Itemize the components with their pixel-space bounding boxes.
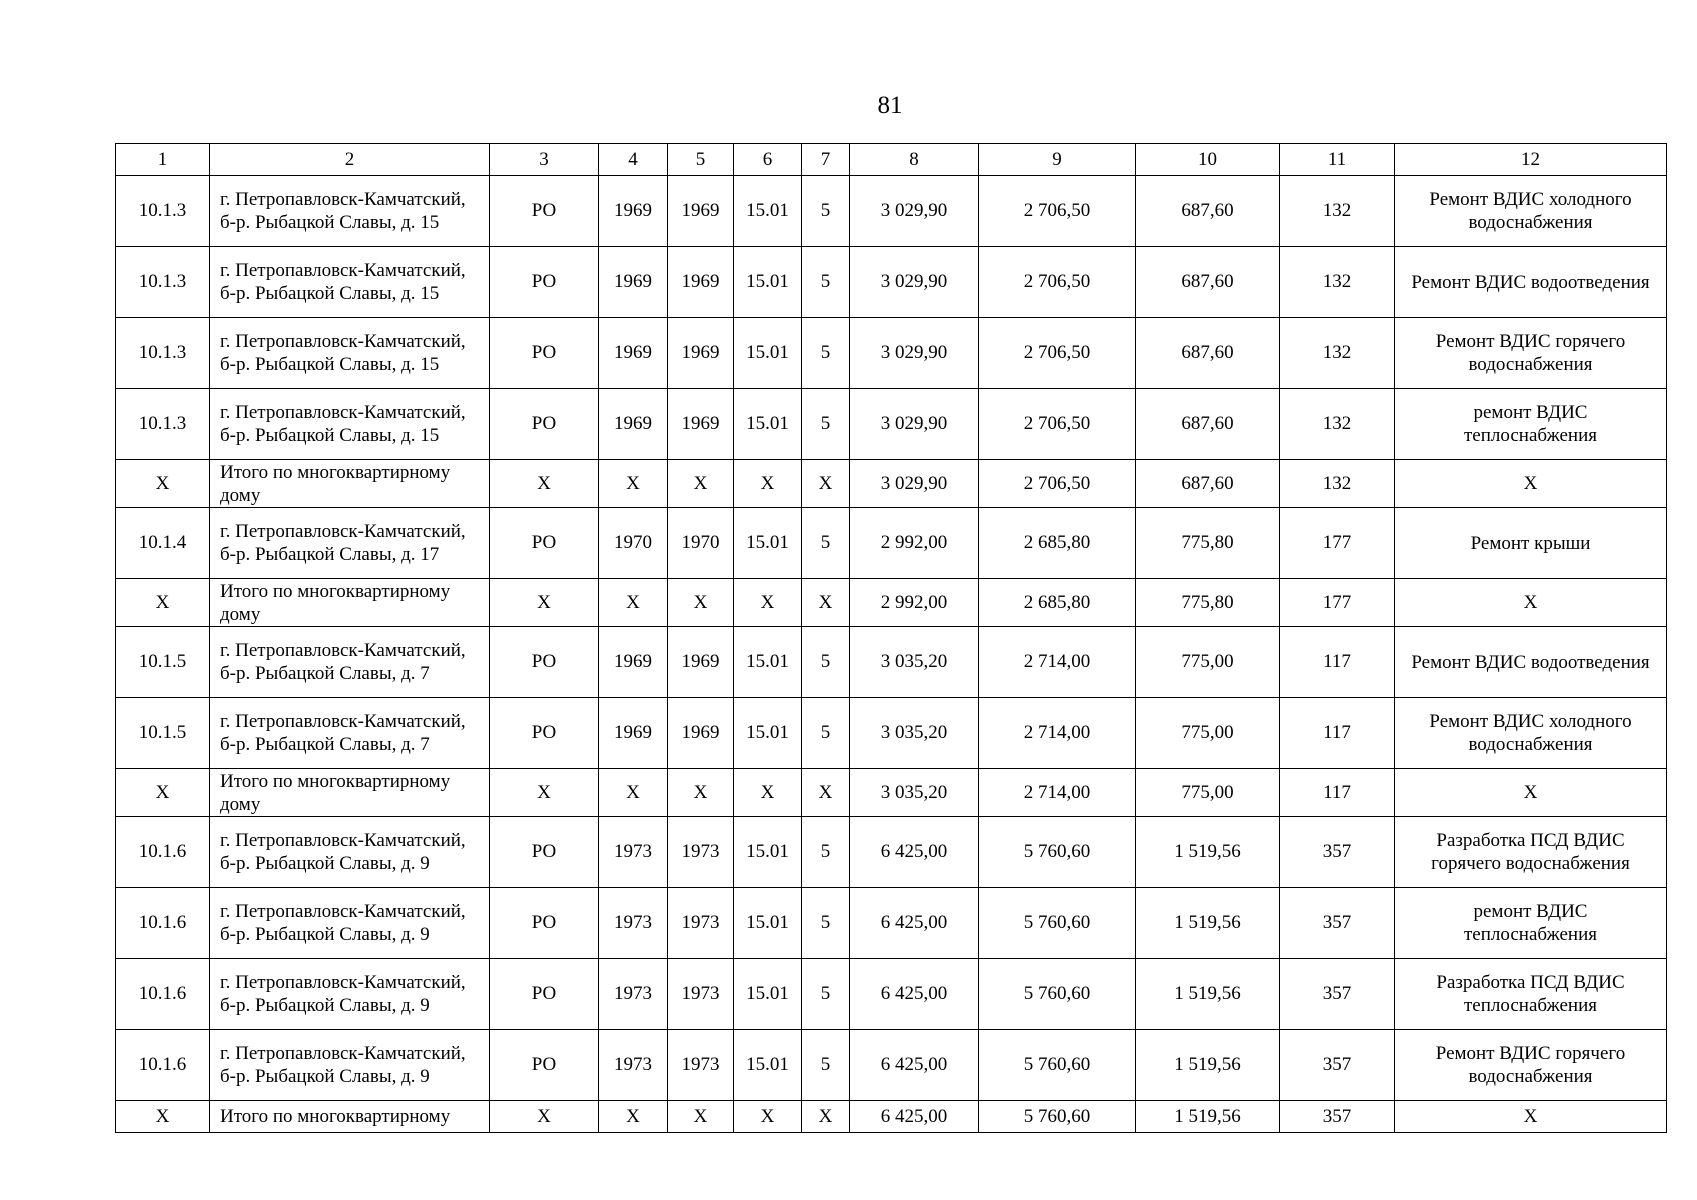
- cell-col-work-type: Х: [1395, 769, 1667, 817]
- table-row: [116, 247, 1667, 318]
- cell-col-residents: 357: [1280, 959, 1395, 1030]
- cell-col-year-built: 1969: [599, 247, 668, 318]
- cell-col-code: Х: [734, 769, 802, 817]
- cell-col-number: 10.1.3: [116, 389, 210, 460]
- cell-col-total-area: 3 029,90: [850, 176, 979, 247]
- cell-col-type: РО: [490, 1030, 599, 1101]
- cell-col-number: 10.1.3: [116, 247, 210, 318]
- cell-col-year-built: 1973: [599, 1030, 668, 1101]
- cell-col-residents: 177: [1280, 508, 1395, 579]
- cell-col-number: 10.1.3: [116, 318, 210, 389]
- cell-col-work-type: Х: [1395, 460, 1667, 508]
- cell-col-living-area: 2 714,00: [979, 698, 1136, 769]
- cell-col-work-type: Ремонт ВДИС водоотведения: [1395, 247, 1667, 318]
- header-cell-col-code: 6: [734, 144, 802, 176]
- cell-col-year-commissioning: 1969: [668, 318, 734, 389]
- cell-col-nonliving-area: 775,80: [1136, 579, 1280, 627]
- cell-col-type: РО: [490, 247, 599, 318]
- cell-col-year-built: Х: [599, 460, 668, 508]
- cell-col-living-area: 2 706,50: [979, 247, 1136, 318]
- cell-col-residents: 132: [1280, 318, 1395, 389]
- cell-col-total-area: 3 035,20: [850, 769, 979, 817]
- cell-col-total-area: 6 425,00: [850, 1101, 979, 1133]
- header-cell-col-total-area: 8: [850, 144, 979, 176]
- cell-col-address: г. Петропавловск-Камчатский, б-р. Рыбацкой Славы, д. 9: [210, 959, 490, 1030]
- cell-col-year-built: 1969: [599, 176, 668, 247]
- cell-col-number: Х: [116, 1101, 210, 1133]
- header-cell-col-living-area: 9: [979, 144, 1136, 176]
- cell-col-total-area: 3 035,20: [850, 627, 979, 698]
- cell-col-nonliving-area: 687,60: [1136, 318, 1280, 389]
- cell-col-total-area: 3 029,90: [850, 318, 979, 389]
- repair-program-table: [115, 143, 1667, 1133]
- header-cell-col-year-built: 4: [599, 144, 668, 176]
- cell-col-total-area: 6 425,00: [850, 1030, 979, 1101]
- cell-col-floors: Х: [802, 1101, 850, 1133]
- cell-col-type: РО: [490, 959, 599, 1030]
- cell-col-year-commissioning: 1969: [668, 627, 734, 698]
- cell-col-type: Х: [490, 579, 599, 627]
- cell-col-total-area: 3 035,20: [850, 698, 979, 769]
- table-row: [116, 318, 1667, 389]
- cell-col-type: РО: [490, 508, 599, 579]
- cell-col-work-type: Ремонт ВДИС холодного водоснабжения: [1395, 176, 1667, 247]
- cell-col-year-commissioning: 1969: [668, 389, 734, 460]
- table-row: [116, 817, 1667, 888]
- cell-col-floors: 5: [802, 959, 850, 1030]
- cell-col-code: 15.01: [734, 959, 802, 1030]
- cell-col-living-area: 5 760,60: [979, 959, 1136, 1030]
- cell-col-residents: 117: [1280, 627, 1395, 698]
- cell-col-living-area: 2 706,50: [979, 389, 1136, 460]
- cell-col-year-built: 1969: [599, 627, 668, 698]
- cell-col-residents: 357: [1280, 1030, 1395, 1101]
- cell-col-total-area: 2 992,00: [850, 579, 979, 627]
- cell-col-floors: 5: [802, 888, 850, 959]
- cell-col-work-type: Разработка ПСД ВДИС теплоснабжения: [1395, 959, 1667, 1030]
- cell-col-year-built: 1969: [599, 318, 668, 389]
- cell-col-residents: 132: [1280, 247, 1395, 318]
- cell-col-total-area: 3 029,90: [850, 389, 979, 460]
- cell-col-address: г. Петропавловск-Камчатский, б-р. Рыбацкой Славы, д. 15: [210, 389, 490, 460]
- cell-col-address: г. Петропавловск-Камчатский, б-р. Рыбацкой Славы, д. 9: [210, 817, 490, 888]
- cell-col-floors: 5: [802, 508, 850, 579]
- cell-col-address: Итого по многоквартирному дому: [210, 579, 490, 627]
- table-total-row: [116, 1101, 1667, 1133]
- cell-col-floors: 5: [802, 247, 850, 318]
- cell-col-floors: Х: [802, 460, 850, 508]
- cell-col-year-built: 1973: [599, 959, 668, 1030]
- cell-col-number: 10.1.5: [116, 627, 210, 698]
- cell-col-nonliving-area: 1 519,56: [1136, 888, 1280, 959]
- cell-col-year-built: 1973: [599, 888, 668, 959]
- cell-col-living-area: 2 685,80: [979, 508, 1136, 579]
- cell-col-address: г. Петропавловск-Камчатский, б-р. Рыбацкой Славы, д. 7: [210, 698, 490, 769]
- cell-col-number: 10.1.6: [116, 959, 210, 1030]
- cell-col-year-commissioning: Х: [668, 460, 734, 508]
- table-row: [116, 176, 1667, 247]
- cell-col-year-commissioning: 1973: [668, 888, 734, 959]
- table-total-row: [116, 769, 1667, 817]
- cell-col-work-type: Ремонт ВДИС горячего водоснабжения: [1395, 318, 1667, 389]
- cell-col-number: 10.1.6: [116, 817, 210, 888]
- cell-col-type: РО: [490, 888, 599, 959]
- cell-col-residents: 357: [1280, 1101, 1395, 1133]
- cell-col-nonliving-area: 775,80: [1136, 508, 1280, 579]
- cell-col-address: г. Петропавловск-Камчатский, б-р. Рыбацкой Славы, д. 15: [210, 318, 490, 389]
- cell-col-code: 15.01: [734, 247, 802, 318]
- cell-col-residents: 357: [1280, 817, 1395, 888]
- cell-col-address: Итого по многоквартирному дому: [210, 460, 490, 508]
- cell-col-living-area: 2 706,50: [979, 176, 1136, 247]
- cell-col-type: Х: [490, 1101, 599, 1133]
- cell-col-living-area: 5 760,60: [979, 888, 1136, 959]
- cell-col-type: РО: [490, 627, 599, 698]
- cell-col-work-type: Разработка ПСД ВДИС горячего водоснабжения: [1395, 817, 1667, 888]
- cell-col-nonliving-area: 1 519,56: [1136, 1030, 1280, 1101]
- cell-col-residents: 357: [1280, 888, 1395, 959]
- cell-col-year-commissioning: 1969: [668, 247, 734, 318]
- cell-col-year-commissioning: 1969: [668, 176, 734, 247]
- cell-col-code: 15.01: [734, 627, 802, 698]
- table-total-row: [116, 579, 1667, 627]
- cell-col-address: г. Петропавловск-Камчатский, б-р. Рыбацкой Славы, д. 15: [210, 176, 490, 247]
- cell-col-year-built: Х: [599, 579, 668, 627]
- table-row: [116, 698, 1667, 769]
- cell-col-year-built: 1973: [599, 817, 668, 888]
- cell-col-total-area: 6 425,00: [850, 817, 979, 888]
- cell-col-address: г. Петропавловск-Камчатский, б-р. Рыбацкой Славы, д. 15: [210, 247, 490, 318]
- cell-col-address: г. Петропавловск-Камчатский, б-р. Рыбацкой Славы, д. 9: [210, 1030, 490, 1101]
- cell-col-living-area: 5 760,60: [979, 1030, 1136, 1101]
- cell-col-work-type: Ремонт ВДИС горячего водоснабжения: [1395, 1030, 1667, 1101]
- cell-col-work-type: Х: [1395, 579, 1667, 627]
- cell-col-year-commissioning: Х: [668, 1101, 734, 1133]
- cell-col-nonliving-area: 687,60: [1136, 460, 1280, 508]
- cell-col-address: Итого по многоквартирному: [210, 1101, 490, 1133]
- cell-col-floors: 5: [802, 817, 850, 888]
- cell-col-living-area: 2 714,00: [979, 627, 1136, 698]
- table-row: [116, 627, 1667, 698]
- cell-col-work-type: Ремонт ВДИС холодного водоснабжения: [1395, 698, 1667, 769]
- header-cell-col-year-commissioning: 5: [668, 144, 734, 176]
- cell-col-code: Х: [734, 460, 802, 508]
- cell-col-code: 15.01: [734, 176, 802, 247]
- cell-col-nonliving-area: 775,00: [1136, 698, 1280, 769]
- cell-col-floors: 5: [802, 627, 850, 698]
- cell-col-nonliving-area: 1 519,56: [1136, 1101, 1280, 1133]
- cell-col-nonliving-area: 775,00: [1136, 627, 1280, 698]
- cell-col-type: РО: [490, 389, 599, 460]
- cell-col-type: РО: [490, 318, 599, 389]
- cell-col-residents: 117: [1280, 698, 1395, 769]
- cell-col-floors: 5: [802, 318, 850, 389]
- cell-col-floors: Х: [802, 769, 850, 817]
- cell-col-number: Х: [116, 460, 210, 508]
- cell-col-work-type: ремонт ВДИС теплоснабжения: [1395, 888, 1667, 959]
- cell-col-code: 15.01: [734, 318, 802, 389]
- cell-col-year-built: 1969: [599, 389, 668, 460]
- cell-col-living-area: 2 685,80: [979, 579, 1136, 627]
- table-row: [116, 959, 1667, 1030]
- table-body: [116, 144, 1667, 1133]
- cell-col-type: РО: [490, 698, 599, 769]
- cell-col-floors: Х: [802, 579, 850, 627]
- header-cell-col-number: 1: [116, 144, 210, 176]
- cell-col-total-area: 6 425,00: [850, 959, 979, 1030]
- cell-col-work-type: Ремонт крыши: [1395, 508, 1667, 579]
- table-header-row: [116, 144, 1667, 176]
- cell-col-type: РО: [490, 817, 599, 888]
- cell-col-living-area: 5 760,60: [979, 817, 1136, 888]
- cell-col-year-commissioning: 1970: [668, 508, 734, 579]
- header-cell-col-type: 3: [490, 144, 599, 176]
- cell-col-nonliving-area: 1 519,56: [1136, 817, 1280, 888]
- cell-col-number: Х: [116, 769, 210, 817]
- cell-col-living-area: 2 706,50: [979, 460, 1136, 508]
- cell-col-floors: 5: [802, 176, 850, 247]
- cell-col-code: 15.01: [734, 817, 802, 888]
- cell-col-residents: 132: [1280, 389, 1395, 460]
- cell-col-living-area: 2 714,00: [979, 769, 1136, 817]
- cell-col-year-built: Х: [599, 1101, 668, 1133]
- cell-col-residents: 177: [1280, 579, 1395, 627]
- cell-col-total-area: 3 029,90: [850, 247, 979, 318]
- cell-col-work-type: ремонт ВДИС теплоснабжения: [1395, 389, 1667, 460]
- cell-col-year-built: 1969: [599, 698, 668, 769]
- cell-col-year-commissioning: Х: [668, 579, 734, 627]
- cell-col-total-area: 2 992,00: [850, 508, 979, 579]
- cell-col-number: 10.1.6: [116, 1030, 210, 1101]
- table-row: [116, 389, 1667, 460]
- cell-col-code: 15.01: [734, 888, 802, 959]
- cell-col-total-area: 3 029,90: [850, 460, 979, 508]
- cell-col-floors: 5: [802, 389, 850, 460]
- cell-col-residents: 117: [1280, 769, 1395, 817]
- cell-col-address: г. Петропавловск-Камчатский, б-р. Рыбацкой Славы, д. 9: [210, 888, 490, 959]
- cell-col-code: 15.01: [734, 1030, 802, 1101]
- cell-col-nonliving-area: 687,60: [1136, 247, 1280, 318]
- cell-col-year-commissioning: 1973: [668, 959, 734, 1030]
- cell-col-nonliving-area: 687,60: [1136, 389, 1280, 460]
- cell-col-work-type: Х: [1395, 1101, 1667, 1133]
- cell-col-residents: 132: [1280, 176, 1395, 247]
- cell-col-address: г. Петропавловск-Камчатский, б-р. Рыбацкой Славы, д. 17: [210, 508, 490, 579]
- cell-col-living-area: 5 760,60: [979, 1101, 1136, 1133]
- cell-col-nonliving-area: 1 519,56: [1136, 959, 1280, 1030]
- cell-col-type: Х: [490, 460, 599, 508]
- cell-col-code: 15.01: [734, 698, 802, 769]
- cell-col-number: 10.1.6: [116, 888, 210, 959]
- cell-col-type: РО: [490, 176, 599, 247]
- cell-col-code: 15.01: [734, 508, 802, 579]
- cell-col-code: Х: [734, 1101, 802, 1133]
- header-cell-col-nonliving-area: 10: [1136, 144, 1280, 176]
- header-cell-col-residents: 11: [1280, 144, 1395, 176]
- cell-col-code: Х: [734, 579, 802, 627]
- header-cell-col-floors: 7: [802, 144, 850, 176]
- cell-col-nonliving-area: 775,00: [1136, 769, 1280, 817]
- cell-col-number: 10.1.4: [116, 508, 210, 579]
- table-total-row: [116, 460, 1667, 508]
- table-row: [116, 1030, 1667, 1101]
- cell-col-type: Х: [490, 769, 599, 817]
- header-cell-col-address: 2: [210, 144, 490, 176]
- cell-col-nonliving-area: 687,60: [1136, 176, 1280, 247]
- cell-col-address: г. Петропавловск-Камчатский, б-р. Рыбацкой Славы, д. 7: [210, 627, 490, 698]
- cell-col-year-commissioning: 1973: [668, 817, 734, 888]
- header-cell-col-work-type: 12: [1395, 144, 1667, 176]
- table-row: [116, 508, 1667, 579]
- cell-col-year-built: 1970: [599, 508, 668, 579]
- cell-col-year-commissioning: Х: [668, 769, 734, 817]
- cell-col-code: 15.01: [734, 389, 802, 460]
- cell-col-living-area: 2 706,50: [979, 318, 1136, 389]
- cell-col-address: Итого по многоквартирному дому: [210, 769, 490, 817]
- cell-col-work-type: Ремонт ВДИС водоотведения: [1395, 627, 1667, 698]
- table-row: [116, 888, 1667, 959]
- cell-col-floors: 5: [802, 1030, 850, 1101]
- cell-col-number: 10.1.3: [116, 176, 210, 247]
- cell-col-year-commissioning: 1969: [668, 698, 734, 769]
- cell-col-number: Х: [116, 579, 210, 627]
- cell-col-year-commissioning: 1973: [668, 1030, 734, 1101]
- cell-col-year-built: Х: [599, 769, 668, 817]
- cell-col-number: 10.1.5: [116, 698, 210, 769]
- cell-col-total-area: 6 425,00: [850, 888, 979, 959]
- cell-col-floors: 5: [802, 698, 850, 769]
- cell-col-residents: 132: [1280, 460, 1395, 508]
- page-number: 81: [877, 92, 903, 119]
